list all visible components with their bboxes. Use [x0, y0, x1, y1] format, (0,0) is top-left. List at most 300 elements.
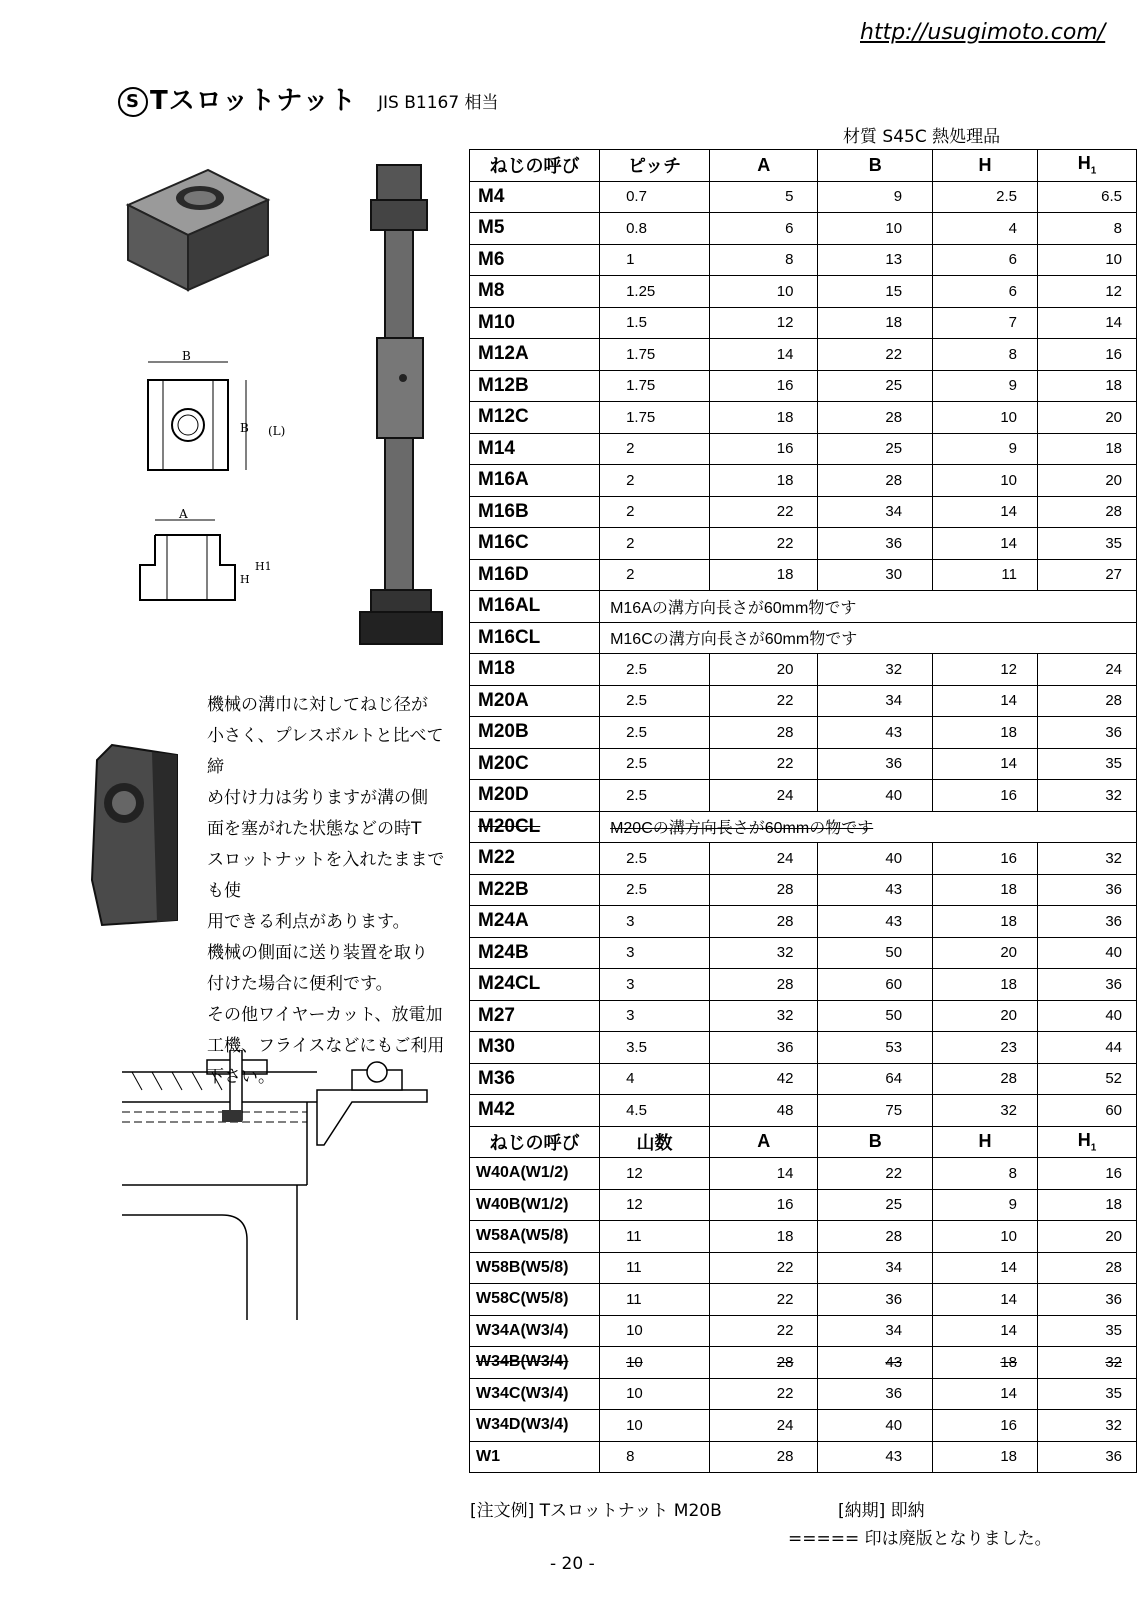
table-row — [470, 276, 1137, 308]
value-cell: 3 — [600, 969, 710, 1001]
value-cell: 12 — [1038, 276, 1137, 308]
value-cell: 2.5 — [600, 654, 710, 686]
table-row — [470, 1284, 1137, 1316]
value-cell: 14 — [1038, 307, 1137, 339]
table-row — [470, 748, 1137, 780]
description — [207, 690, 457, 1093]
size-cell: M8 — [470, 276, 600, 308]
value-cell: 18 — [933, 906, 1038, 938]
table-row — [470, 685, 1137, 717]
value-cell: 18 — [818, 307, 933, 339]
value-cell: 35 — [1038, 748, 1137, 780]
size-cell: M16B — [470, 496, 600, 528]
value-cell: 50 — [818, 1000, 933, 1032]
description-line: 機械の溝巾に対してねじ径が — [207, 695, 428, 715]
size-cell: M20B — [470, 717, 600, 749]
value-cell: 18 — [709, 465, 818, 497]
table-row — [470, 843, 1137, 875]
delivery-note: [納期] 即納 — [838, 1501, 925, 1521]
front-view-drawing — [135, 505, 275, 615]
header-cell: 山数 — [600, 1126, 710, 1158]
value-cell: 11 — [600, 1284, 710, 1316]
value-cell: 28 — [1038, 1252, 1137, 1284]
value-cell: 16 — [1038, 339, 1137, 371]
value-cell: 16 — [933, 843, 1038, 875]
value-cell: 20 — [933, 937, 1038, 969]
value-cell: 22 — [818, 1158, 933, 1190]
header-cell: ねじの呼び — [470, 1126, 600, 1158]
value-cell: 40 — [1038, 1000, 1137, 1032]
value-cell: 24 — [709, 780, 818, 812]
value-cell: 42 — [709, 1063, 818, 1095]
value-cell: 53 — [818, 1032, 933, 1064]
value-cell: 18 — [933, 969, 1038, 1001]
size-cell: M16CL — [470, 622, 600, 654]
size-cell: M6 — [470, 244, 600, 276]
note-cell: M16Aの溝方向長さが60mm物です — [600, 591, 1137, 623]
description-line: 工機、フライスなどにもご利用 — [207, 1036, 445, 1056]
value-cell: 22 — [818, 339, 933, 371]
value-cell: 75 — [818, 1095, 933, 1127]
size-cell: W40A(W1/2) — [470, 1158, 600, 1190]
value-cell: 16 — [933, 1410, 1038, 1442]
table-row — [470, 1189, 1137, 1221]
value-cell: 12 — [600, 1189, 710, 1221]
size-cell: W34B(W3/4) — [470, 1347, 600, 1379]
value-cell: 4 — [933, 213, 1038, 245]
value-cell: 28 — [709, 969, 818, 1001]
value-cell: 12 — [600, 1158, 710, 1190]
note-row — [470, 591, 1137, 623]
value-cell: 10 — [933, 465, 1038, 497]
table-row — [470, 717, 1137, 749]
value-cell: 36 — [1038, 906, 1137, 938]
value-cell: 15 — [818, 276, 933, 308]
value-cell: 2.5 — [600, 717, 710, 749]
value-cell: 14 — [709, 339, 818, 371]
value-cell: 34 — [818, 496, 933, 528]
value-cell: 32 — [933, 1095, 1038, 1127]
value-cell: 11 — [600, 1252, 710, 1284]
page-number: - 20 - — [550, 1554, 595, 1574]
value-cell: 10 — [600, 1410, 710, 1442]
size-cell: M16A — [470, 465, 600, 497]
dim-l-label: (L) — [268, 424, 286, 438]
value-cell: 40 — [818, 1410, 933, 1442]
table-row — [470, 465, 1137, 497]
table-row — [470, 1347, 1137, 1379]
value-cell: 35 — [1038, 528, 1137, 560]
value-cell: 6 — [933, 244, 1038, 276]
value-cell: 18 — [1038, 433, 1137, 465]
value-cell: 1.75 — [600, 402, 710, 434]
size-cell: M24B — [470, 937, 600, 969]
value-cell: 28 — [709, 906, 818, 938]
size-cell: M20CL — [470, 811, 600, 843]
value-cell: 14 — [933, 528, 1038, 560]
value-cell: 43 — [818, 874, 933, 906]
value-cell: 18 — [1038, 1189, 1137, 1221]
value-cell: 5 — [709, 181, 818, 213]
value-cell: 2 — [600, 496, 710, 528]
dim-h-label: H — [240, 573, 250, 586]
value-cell: 52 — [1038, 1063, 1137, 1095]
value-cell: 2 — [600, 528, 710, 560]
size-cell: M12C — [470, 402, 600, 434]
table-row — [470, 874, 1137, 906]
value-cell: 14 — [933, 1315, 1038, 1347]
table-row — [470, 1378, 1137, 1410]
value-cell: 14 — [933, 685, 1038, 717]
value-cell: 9 — [818, 181, 933, 213]
s-mark-icon: S — [118, 87, 148, 117]
value-cell: 18 — [933, 1441, 1038, 1473]
value-cell: 28 — [818, 1221, 933, 1253]
value-cell: 10 — [709, 276, 818, 308]
table-row — [470, 559, 1137, 591]
value-cell: 8 — [1038, 213, 1137, 245]
value-cell: 14 — [933, 1252, 1038, 1284]
size-cell: M12A — [470, 339, 600, 371]
value-cell: 4 — [600, 1063, 710, 1095]
header-cell: B — [818, 150, 933, 182]
size-cell: M22 — [470, 843, 600, 875]
value-cell: 3 — [600, 906, 710, 938]
value-cell: 34 — [818, 685, 933, 717]
size-cell: W58C(W5/8) — [470, 1284, 600, 1316]
jis-standard: JIS B1167 相当 — [378, 93, 499, 113]
header-cell: H — [933, 1126, 1038, 1158]
value-cell: 16 — [1038, 1158, 1137, 1190]
value-cell: 2.5 — [600, 748, 710, 780]
value-cell: 28 — [709, 717, 818, 749]
value-cell: 8 — [933, 1158, 1038, 1190]
value-cell: 1.75 — [600, 339, 710, 371]
value-cell: 28 — [709, 1347, 818, 1379]
size-cell: M22B — [470, 874, 600, 906]
size-cell: W34D(W3/4) — [470, 1410, 600, 1442]
table-row — [470, 370, 1137, 402]
table-row — [470, 654, 1137, 686]
size-cell: M24A — [470, 906, 600, 938]
value-cell: 14 — [709, 1158, 818, 1190]
value-cell: 10 — [933, 402, 1038, 434]
table-row — [470, 1441, 1137, 1473]
value-cell: 9 — [933, 370, 1038, 402]
value-cell: 22 — [709, 1315, 818, 1347]
value-cell: 24 — [709, 843, 818, 875]
dim-b2-label: B — [240, 421, 249, 435]
value-cell: 13 — [818, 244, 933, 276]
value-cell: 2.5 — [600, 780, 710, 812]
description-line: 付けた場合に便利です。 — [207, 974, 393, 994]
value-cell: 32 — [818, 654, 933, 686]
note-cell: M20Cの溝方向長さが60mmの物です — [600, 811, 1137, 843]
value-cell: 22 — [709, 496, 818, 528]
dim-b-label: B — [182, 350, 191, 363]
value-cell: 36 — [1038, 1284, 1137, 1316]
value-cell: 22 — [709, 748, 818, 780]
table-row — [470, 496, 1137, 528]
header-cell: H — [933, 150, 1038, 182]
value-cell: 6 — [933, 276, 1038, 308]
value-cell: 8 — [709, 244, 818, 276]
value-cell: 25 — [818, 433, 933, 465]
value-cell: 10 — [818, 213, 933, 245]
value-cell: 2 — [600, 433, 710, 465]
value-cell: 0.8 — [600, 213, 710, 245]
value-cell: 1.5 — [600, 307, 710, 339]
header-cell: ピッチ — [600, 150, 710, 182]
size-cell: M24CL — [470, 969, 600, 1001]
size-cell: W40B(W1/2) — [470, 1189, 600, 1221]
dim-a-label: A — [179, 507, 188, 521]
value-cell: 48 — [709, 1095, 818, 1127]
value-cell: 28 — [1038, 496, 1137, 528]
value-cell: 36 — [1038, 969, 1137, 1001]
table-row — [470, 1032, 1137, 1064]
table-row — [470, 1158, 1137, 1190]
value-cell: 36 — [709, 1032, 818, 1064]
value-cell: 16 — [933, 780, 1038, 812]
title-text: Tスロットナット — [150, 86, 357, 116]
value-cell: 1.25 — [600, 276, 710, 308]
value-cell: 12 — [933, 654, 1038, 686]
value-cell: 16 — [709, 370, 818, 402]
value-cell: 34 — [818, 1315, 933, 1347]
value-cell: 3 — [600, 937, 710, 969]
value-cell: 2.5 — [600, 843, 710, 875]
size-cell: M18 — [470, 654, 600, 686]
abolished-note: ===== 印は廃版となりました。 — [788, 1529, 1052, 1549]
value-cell: 14 — [933, 748, 1038, 780]
size-cell: W34A(W3/4) — [470, 1315, 600, 1347]
header-cell: $H_1$ — [1038, 1126, 1137, 1158]
value-cell: 28 — [1038, 685, 1137, 717]
table-row — [470, 1252, 1137, 1284]
description-line: その他ワイヤーカット、放電加 — [207, 1005, 443, 1025]
value-cell: 36 — [818, 748, 933, 780]
value-cell: 20 — [1038, 402, 1137, 434]
table-row — [470, 937, 1137, 969]
value-cell: 24 — [709, 1410, 818, 1442]
value-cell: 64 — [818, 1063, 933, 1095]
description-line: 機械の側面に送り装置を取り — [207, 943, 428, 963]
value-cell: 2.5 — [600, 685, 710, 717]
table-row — [470, 1410, 1137, 1442]
value-cell: 35 — [1038, 1378, 1137, 1410]
value-cell: 4.5 — [600, 1095, 710, 1127]
size-cell: M20A — [470, 685, 600, 717]
value-cell: 14 — [933, 1284, 1038, 1316]
value-cell: 14 — [933, 1378, 1038, 1410]
value-cell: 0.7 — [600, 181, 710, 213]
table-row — [470, 1095, 1137, 1127]
value-cell: 43 — [818, 717, 933, 749]
size-cell: W58B(W5/8) — [470, 1252, 600, 1284]
value-cell: 18 — [709, 1221, 818, 1253]
side-nut-photo — [82, 740, 202, 930]
value-cell: 28 — [709, 874, 818, 906]
value-cell: 28 — [709, 1441, 818, 1473]
value-cell: 24 — [1038, 654, 1137, 686]
note-row — [470, 811, 1137, 843]
value-cell: 11 — [933, 559, 1038, 591]
table-row — [470, 1221, 1137, 1253]
value-cell: 25 — [818, 1189, 933, 1221]
table-row — [470, 528, 1137, 560]
size-cell: M27 — [470, 1000, 600, 1032]
size-cell: M16C — [470, 528, 600, 560]
value-cell: 16 — [709, 1189, 818, 1221]
size-cell: M16AL — [470, 591, 600, 623]
size-cell: W34C(W3/4) — [470, 1378, 600, 1410]
value-cell: 6 — [709, 213, 818, 245]
size-cell: W1 — [470, 1441, 600, 1473]
header-cell: A — [709, 1126, 818, 1158]
value-cell: 25 — [818, 370, 933, 402]
value-cell: 1 — [600, 244, 710, 276]
size-cell: W58A(W5/8) — [470, 1221, 600, 1253]
value-cell: 32 — [1038, 843, 1137, 875]
table-row — [470, 213, 1137, 245]
value-cell: 3 — [600, 1000, 710, 1032]
header-cell: ねじの呼び — [470, 150, 600, 182]
value-cell: 10 — [1038, 244, 1137, 276]
t-nut-photo — [118, 160, 278, 300]
value-cell: 18 — [1038, 370, 1137, 402]
value-cell: 32 — [709, 937, 818, 969]
value-cell: 36 — [1038, 1441, 1137, 1473]
value-cell: 40 — [1038, 937, 1137, 969]
value-cell: 10 — [600, 1315, 710, 1347]
value-cell: 32 — [709, 1000, 818, 1032]
size-cell: M16D — [470, 559, 600, 591]
value-cell: 10 — [600, 1378, 710, 1410]
value-cell: 11 — [600, 1221, 710, 1253]
value-cell: 9 — [933, 433, 1038, 465]
header-cell: A — [709, 150, 818, 182]
value-cell: 22 — [709, 1252, 818, 1284]
size-cell: M10 — [470, 307, 600, 339]
value-cell: 32 — [1038, 1347, 1137, 1379]
value-cell: 32 — [1038, 780, 1137, 812]
value-cell: 8 — [600, 1441, 710, 1473]
size-cell: M4 — [470, 181, 600, 213]
spec-table — [469, 149, 1137, 1473]
table-row — [470, 1000, 1137, 1032]
value-cell: 34 — [818, 1252, 933, 1284]
value-cell: 22 — [709, 528, 818, 560]
size-cell: M36 — [470, 1063, 600, 1095]
value-cell: 23 — [933, 1032, 1038, 1064]
value-cell: 28 — [933, 1063, 1038, 1095]
size-cell: M14 — [470, 433, 600, 465]
value-cell: 36 — [818, 1284, 933, 1316]
description-line: 用できる利点があります。 — [207, 912, 410, 932]
value-cell: 18 — [933, 874, 1038, 906]
dim-h1-label: H1 — [255, 560, 272, 573]
value-cell: 2.5 — [600, 874, 710, 906]
description-line: スロットナットを入れたままでも使 — [207, 850, 445, 901]
value-cell: 27 — [1038, 559, 1137, 591]
value-cell: 36 — [1038, 874, 1137, 906]
size-cell: M30 — [470, 1032, 600, 1064]
value-cell: 2.5 — [933, 181, 1038, 213]
top-view-drawing — [128, 350, 298, 480]
value-cell: 18 — [709, 402, 818, 434]
table-row — [470, 969, 1137, 1001]
value-cell: 40 — [818, 780, 933, 812]
page-title — [118, 80, 357, 117]
value-cell: 20 — [709, 654, 818, 686]
description-line: め付け力は劣りますが溝の側 — [207, 788, 428, 808]
table-row — [470, 433, 1137, 465]
size-cell: M5 — [470, 213, 600, 245]
value-cell: 40 — [818, 843, 933, 875]
value-cell: 44 — [1038, 1032, 1137, 1064]
table-header-row — [470, 150, 1137, 182]
note-row — [470, 622, 1137, 654]
value-cell: 10 — [933, 1221, 1038, 1253]
table-row — [470, 244, 1137, 276]
size-cell: M20D — [470, 780, 600, 812]
header-cell: $H_1$ — [1038, 150, 1137, 182]
value-cell: 12 — [709, 307, 818, 339]
value-cell: 18 — [709, 559, 818, 591]
value-cell: 20 — [933, 1000, 1038, 1032]
value-cell: 60 — [1038, 1095, 1137, 1127]
table-header-row — [470, 1126, 1137, 1158]
value-cell: 7 — [933, 307, 1038, 339]
size-cell: M20C — [470, 748, 600, 780]
value-cell: 6.5 — [1038, 181, 1137, 213]
size-cell: M42 — [470, 1095, 600, 1127]
table-row — [470, 780, 1137, 812]
value-cell: 3.5 — [600, 1032, 710, 1064]
value-cell: 14 — [933, 496, 1038, 528]
value-cell: 1.75 — [600, 370, 710, 402]
order-example: [注文例] Tスロットナット M20B — [470, 1501, 722, 1521]
value-cell: 60 — [818, 969, 933, 1001]
value-cell: 22 — [709, 1378, 818, 1410]
value-cell: 18 — [933, 717, 1038, 749]
table-row — [470, 181, 1137, 213]
table-row — [470, 307, 1137, 339]
value-cell: 18 — [933, 1347, 1038, 1379]
description-line: 下さい。 — [207, 1067, 275, 1087]
bolt-assembly-photo — [355, 160, 450, 650]
value-cell: 43 — [818, 1441, 933, 1473]
value-cell: 20 — [1038, 465, 1137, 497]
value-cell: 28 — [818, 465, 933, 497]
value-cell: 2 — [600, 465, 710, 497]
site-url-link[interactable]: http://usugimoto.com/ — [860, 20, 1106, 45]
description-line: 小さく、プレスボルトと比べて締 — [207, 726, 444, 777]
description-line: 面を塞がれた状態などの時T — [207, 819, 422, 839]
table-row — [470, 402, 1137, 434]
value-cell: 9 — [933, 1189, 1038, 1221]
value-cell: 8 — [933, 339, 1038, 371]
value-cell: 35 — [1038, 1315, 1137, 1347]
value-cell: 43 — [818, 1347, 933, 1379]
material-note: 材質 S45C 熱処理品 — [843, 127, 1001, 147]
note-cell: M16Cの溝方向長さが60mm物です — [600, 622, 1137, 654]
header-cell: B — [818, 1126, 933, 1158]
value-cell: 36 — [818, 1378, 933, 1410]
value-cell: 20 — [1038, 1221, 1137, 1253]
value-cell: 22 — [709, 685, 818, 717]
